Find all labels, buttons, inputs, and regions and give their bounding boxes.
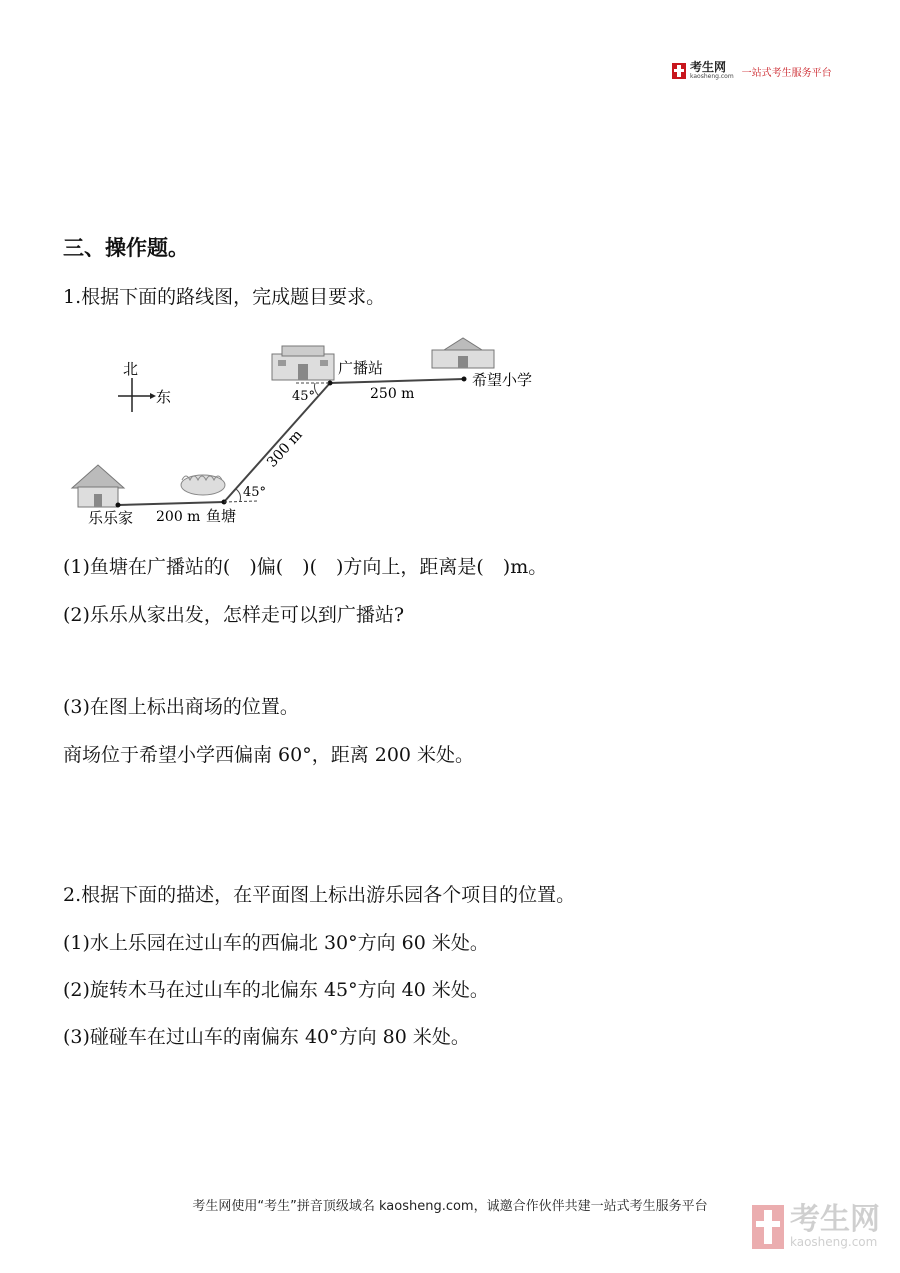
logo-domain: kaosheng.com [690,73,734,80]
angle-station-label: 45° [292,389,316,404]
q2-item1: (1)水上乐园在过山车的西偏北 30°方向 60 米处。 [63,932,489,954]
school-icon [432,338,494,368]
q1-sub3: (3)在图上标出商场的位置。 [63,696,299,718]
footer-watermark [752,1202,880,1249]
logo-title: 考生网 [690,60,727,74]
compass [118,360,171,412]
q1-sub1: (1)鱼塘在广播站的( )偏( )( )方向上，距离是( )m。 [63,556,548,578]
station-label: 广播站 [338,359,384,377]
compass-north-label: 北 [123,360,139,378]
pond-label: 鱼塘 [206,507,237,525]
q2-stem: 2.根据下面的描述，在平面图上标出游乐园各个项目的位置。 [63,884,576,906]
watermark-title: 考生网 [790,1202,880,1237]
q2-item3: (3)碰碰车在过山车的南偏东 40°方向 80 米处。 [63,1026,470,1048]
angle-pond-label: 45° [243,485,267,500]
watermark-domain: kaosheng.com [790,1235,878,1249]
logo-icon [672,63,686,79]
footer-text: 考生网使用“考生”拼音顶级域名 kaosheng.com，诚邀合作伙伴共建一站式考生服务平台 [192,1199,708,1214]
logo-tagline: 一站式考生服务平台 [741,67,832,79]
q1-sub2: (2)乐乐从家出发，怎样走可以到广播站? [63,604,405,626]
school-label: 希望小学 [472,371,533,389]
segment-pond-station-label: 300 m [264,426,306,471]
route-map [60,330,580,535]
q2-item2: (2)旋转木马在过山车的北偏东 45°方向 40 米处。 [63,979,489,1001]
q1-stem: 1.根据下面的路线图，完成题目要求。 [63,286,386,308]
section-title: 三、操作题。 [63,236,189,260]
station-icon [272,346,334,380]
home-label: 乐乐家 [88,509,134,527]
segment-station-school-label: 250 m [370,386,415,402]
compass-east-label: 东 [156,388,172,406]
site-logo [672,62,832,80]
segment-home-pond-label: 200 m [156,509,201,525]
pond-icon [181,475,225,495]
house-icon [72,465,124,507]
q1-sub3-detail: 商场位于希望小学西偏南 60°，距离 200 米处。 [63,744,475,766]
watermark-logo-icon [752,1205,784,1249]
